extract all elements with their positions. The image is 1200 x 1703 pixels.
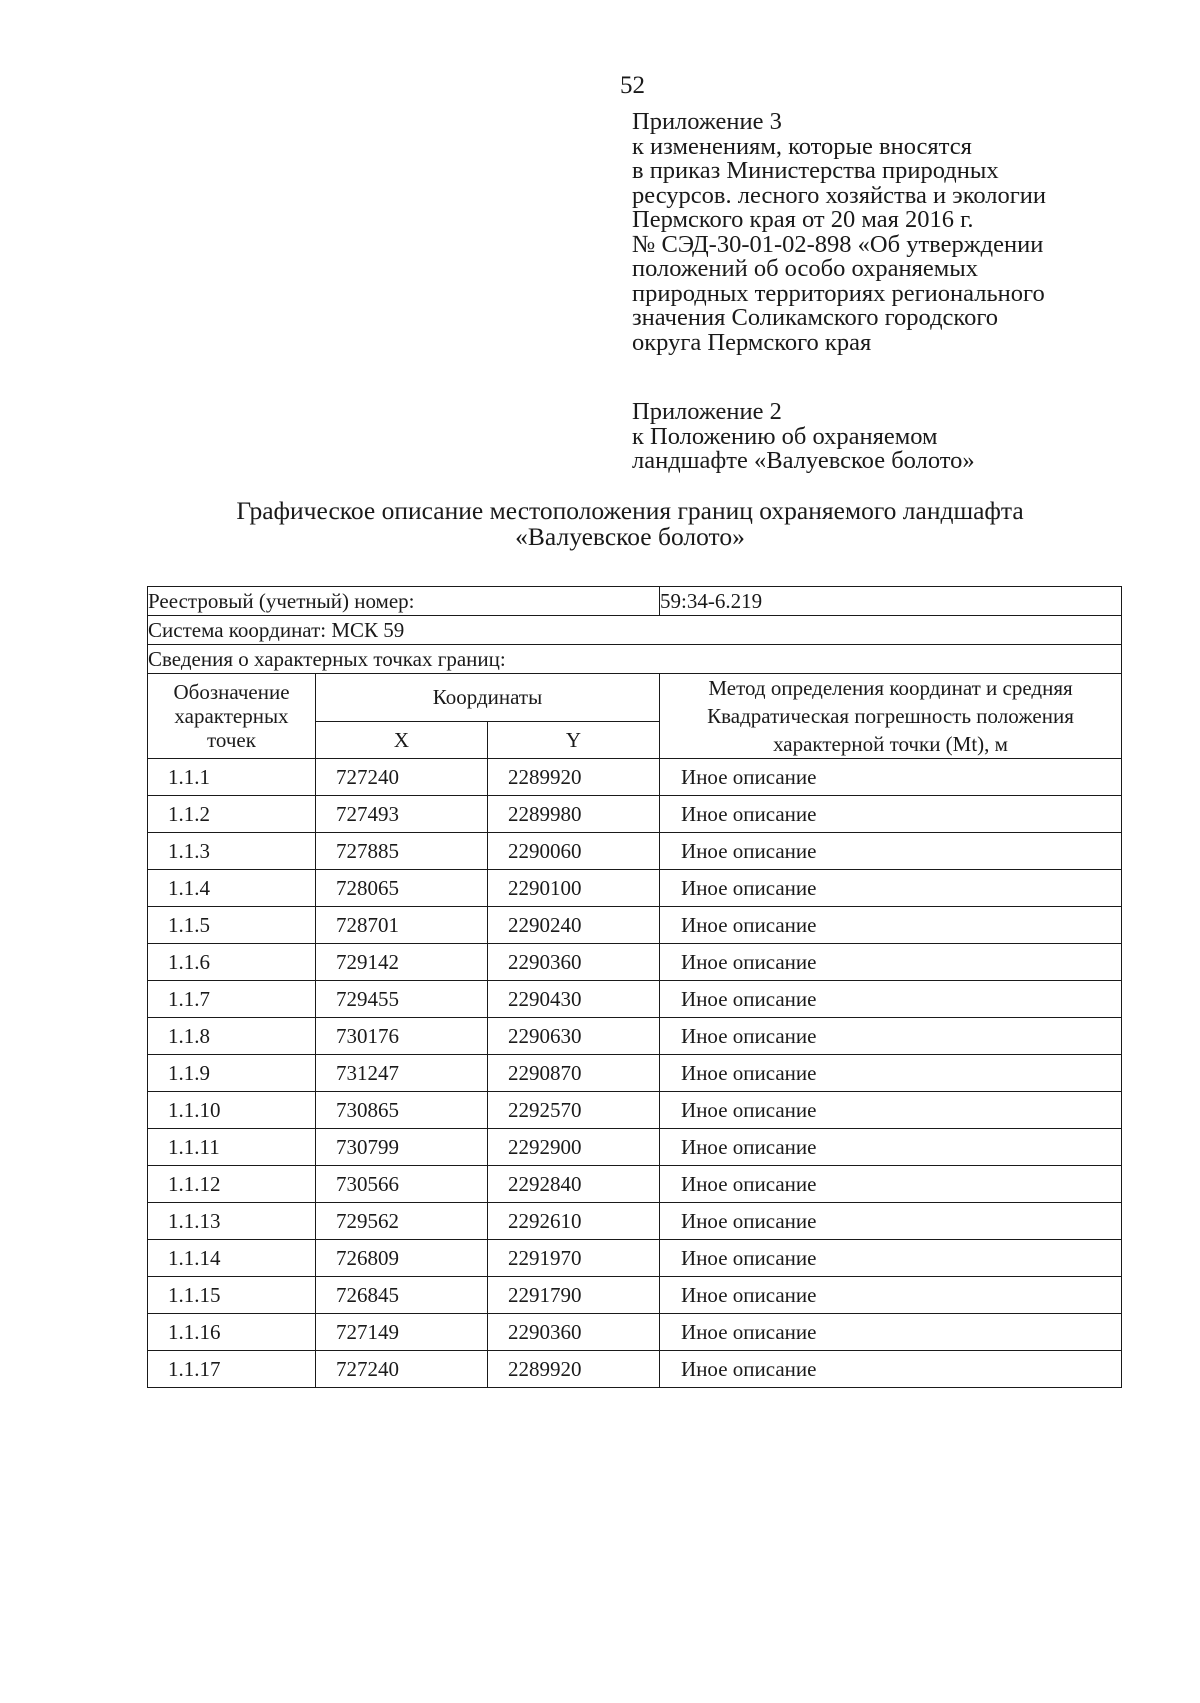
header-point-line: Обозначение — [173, 680, 290, 704]
method-cell: Иное описание — [660, 1240, 1122, 1277]
method-cell: Иное описание — [660, 1277, 1122, 1314]
method-cell: Иное описание — [660, 981, 1122, 1018]
x-coordinate-cell: 731247 — [316, 1055, 488, 1092]
y-coordinate-cell: 2290870 — [488, 1055, 660, 1092]
header-x: X — [316, 722, 488, 759]
table-row — [148, 1240, 1122, 1277]
point-id-cell: 1.1.7 — [148, 981, 316, 1018]
y-coordinate-cell: 2290360 — [488, 944, 660, 981]
appendix-3-line: округа Пермского края — [632, 328, 872, 356]
x-coordinate-cell: 727493 — [316, 796, 488, 833]
y-coordinate-cell: 2289980 — [488, 796, 660, 833]
table-row — [148, 1203, 1122, 1240]
title-line-1: Графическое описание местоположения границ охраняемого ландшафта — [236, 496, 1024, 525]
appendix-3-line: значения Соликамского городского — [632, 304, 999, 331]
appendix-3-line: Приложение 3 — [632, 108, 782, 135]
appendix-2-line: Приложение 2 — [632, 398, 782, 425]
header-method-line: Метод определения координат и средняя — [708, 676, 1073, 700]
appendix-3-line: к изменениям, которые вносятся — [632, 132, 972, 160]
y-coordinate-cell: 2292900 — [488, 1129, 660, 1166]
boundary-points-table — [147, 586, 1122, 1388]
x-coordinate-cell: 728065 — [316, 870, 488, 907]
y-coordinate-cell: 2292840 — [488, 1166, 660, 1203]
appendix-3-line: № СЭД-30-01-02-898 «Об утверждении — [632, 230, 1044, 258]
appendix-2-header — [632, 400, 1152, 474]
method-cell: Иное описание — [660, 1314, 1122, 1351]
x-coordinate-cell: 727149 — [316, 1314, 488, 1351]
x-coordinate-cell: 728701 — [316, 907, 488, 944]
coord-system-row — [148, 616, 1122, 645]
appendix-2-line: к Положению об охраняемом — [632, 422, 938, 450]
y-coordinate-cell: 2289920 — [488, 759, 660, 796]
y-coordinate-cell: 2290060 — [488, 833, 660, 870]
point-id-cell: 1.1.17 — [148, 1351, 316, 1388]
table-row — [148, 981, 1122, 1018]
page-number: 52 — [620, 72, 645, 99]
table-row — [148, 796, 1122, 833]
y-coordinate-cell: 2290240 — [488, 907, 660, 944]
appendix-3-line: ресурсов. лесного хозяйства и экологии — [632, 181, 1047, 209]
x-coordinate-cell: 729455 — [316, 981, 488, 1018]
header-point-line: характерных — [174, 704, 289, 728]
point-id-cell: 1.1.8 — [148, 1018, 316, 1055]
method-cell: Иное описание — [660, 759, 1122, 796]
table-row — [148, 1351, 1122, 1388]
x-coordinate-cell: 730176 — [316, 1018, 488, 1055]
point-id-cell: 1.1.3 — [148, 833, 316, 870]
point-id-cell: 1.1.15 — [148, 1277, 316, 1314]
appendix-3-line: в приказ Министерства природных — [632, 157, 999, 184]
point-id-cell: 1.1.9 — [148, 1055, 316, 1092]
points-info-row — [148, 645, 1122, 674]
table-row — [148, 1092, 1122, 1129]
table-row — [148, 1055, 1122, 1092]
header-point-designation — [148, 674, 316, 759]
point-id-cell: 1.1.1 — [148, 759, 316, 796]
table-row — [148, 907, 1122, 944]
y-coordinate-cell: 2291970 — [488, 1240, 660, 1277]
x-coordinate-cell: 726845 — [316, 1277, 488, 1314]
table-row — [148, 1018, 1122, 1055]
header-coordinates: Координаты — [316, 674, 660, 722]
method-cell: Иное описание — [660, 1092, 1122, 1129]
method-cell: Иное описание — [660, 1166, 1122, 1203]
appendix-2-line: ландшафте «Валуевское болото» — [632, 447, 975, 474]
point-id-cell: 1.1.16 — [148, 1314, 316, 1351]
point-id-cell: 1.1.11 — [148, 1129, 316, 1166]
x-coordinate-cell: 729562 — [316, 1203, 488, 1240]
x-coordinate-cell: 730865 — [316, 1092, 488, 1129]
appendix-3-line: Пермского края от 20 мая 2016 г. — [632, 206, 974, 233]
y-coordinate-cell: 2289920 — [488, 1351, 660, 1388]
method-cell: Иное описание — [660, 1351, 1122, 1388]
x-coordinate-cell: 726809 — [316, 1240, 488, 1277]
point-id-cell: 1.1.13 — [148, 1203, 316, 1240]
x-coordinate-cell: 730566 — [316, 1166, 488, 1203]
point-id-cell: 1.1.4 — [148, 870, 316, 907]
method-cell: Иное описание — [660, 1018, 1122, 1055]
y-coordinate-cell: 2292570 — [488, 1092, 660, 1129]
method-cell: Иное описание — [660, 833, 1122, 870]
table-row — [148, 1129, 1122, 1166]
x-coordinate-cell: 727240 — [316, 759, 488, 796]
x-coordinate-cell: 729142 — [316, 944, 488, 981]
registry-value: 59:34-6.219 — [660, 587, 1122, 616]
y-coordinate-cell: 2290360 — [488, 1314, 660, 1351]
point-id-cell: 1.1.5 — [148, 907, 316, 944]
registry-row — [148, 587, 1122, 616]
table-row — [148, 870, 1122, 907]
method-cell: Иное описание — [660, 1129, 1122, 1166]
registry-label: Реестровый (учетный) номер: — [148, 587, 660, 616]
header-y: Y — [488, 722, 660, 759]
x-coordinate-cell: 727885 — [316, 833, 488, 870]
point-id-cell: 1.1.12 — [148, 1166, 316, 1203]
point-id-cell: 1.1.10 — [148, 1092, 316, 1129]
y-coordinate-cell: 2292610 — [488, 1203, 660, 1240]
point-id-cell: 1.1.14 — [148, 1240, 316, 1277]
header-row-1 — [148, 674, 1122, 722]
table-row — [148, 1277, 1122, 1314]
appendix-3-header — [632, 110, 1152, 355]
appendix-3-line: положений об особо охраняемых — [632, 255, 978, 282]
header-method — [660, 674, 1122, 759]
title-line-2: «Валуевское болото» — [515, 522, 745, 551]
y-coordinate-cell: 2290100 — [488, 870, 660, 907]
header-point-line: точек — [207, 728, 256, 752]
method-cell: Иное описание — [660, 1055, 1122, 1092]
y-coordinate-cell: 2290630 — [488, 1018, 660, 1055]
method-cell: Иное описание — [660, 944, 1122, 981]
y-coordinate-cell: 2290430 — [488, 981, 660, 1018]
points-info: Сведения о характерных точках границ: — [148, 645, 1122, 674]
x-coordinate-cell: 730799 — [316, 1129, 488, 1166]
appendix-3-line: природных территориях регионального — [632, 279, 1045, 307]
coord-system: Система координат: МСК 59 — [148, 616, 1122, 645]
method-cell: Иное описание — [660, 1203, 1122, 1240]
x-coordinate-cell: 727240 — [316, 1351, 488, 1388]
method-cell: Иное описание — [660, 870, 1122, 907]
method-cell: Иное описание — [660, 796, 1122, 833]
table-row — [148, 944, 1122, 981]
document-title — [130, 498, 1130, 550]
method-cell: Иное описание — [660, 907, 1122, 944]
table-row — [148, 833, 1122, 870]
point-id-cell: 1.1.6 — [148, 944, 316, 981]
point-id-cell: 1.1.2 — [148, 796, 316, 833]
table-row — [148, 1166, 1122, 1203]
table-row — [148, 1314, 1122, 1351]
header-method-line: Квадратическая погрешность положения — [707, 704, 1074, 728]
table-row — [148, 759, 1122, 796]
header-method-line: характерной точки (Mt), м — [773, 732, 1008, 756]
y-coordinate-cell: 2291790 — [488, 1277, 660, 1314]
